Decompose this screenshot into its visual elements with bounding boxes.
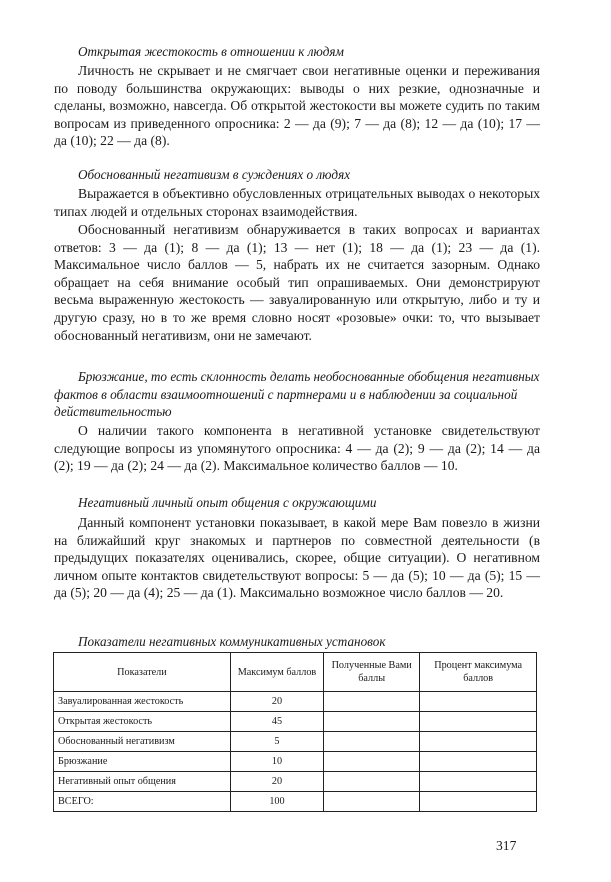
paragraph-negative-experience: Данный компонент установки показывает, в какой мере Вам повезло в жизни на ближайший круг знакомых и партнеров по совместной деятельности (в предыдущих показателях оценивались, скорее, общие ситуации). О негативном личном опыте контактов свидетельствуют вопросы: 5 — да (5); 10 — да (5); 15 — да (5); 20 — да (4); 25 — да (1). Максимально возможное число баллов — 20. — [54, 515, 540, 601]
row-obtained — [324, 712, 420, 732]
header-max-points: Максимум баллов — [230, 653, 323, 692]
row-max: 20 — [230, 772, 323, 792]
row-label: ВСЕГО: — [54, 792, 231, 812]
row-percent — [420, 732, 537, 752]
row-max: 5 — [230, 732, 323, 752]
row-label: Брюзжание — [54, 752, 231, 772]
row-percent — [420, 712, 537, 732]
row-obtained — [324, 772, 420, 792]
table-row — [54, 752, 537, 772]
row-max: 20 — [230, 692, 323, 712]
row-percent — [420, 772, 537, 792]
table-row — [54, 692, 537, 712]
row-max: 100 — [230, 792, 323, 812]
section-heading-grumbling: Брюзжание, то есть склонность делать необоснованные обобщения негативных фактов в области взаимоотношений с партнерами и в наблюдении за социальной действительностью — [54, 369, 540, 420]
paragraph-negativism-questions: Обоснованный негативизм обнаруживается в таких вопросах и вариантах ответов: 3 — да (1); 8 — да (1); 13 — нет (1); 18 — да (1); 23 — да (1). Максимальное число баллов — 5, набрать их не считается зазорным. Однако обращает на себя внимание особый тип опрашиваемых. Они демонстрируют весьма выраженную жестокость — завуалированную или открытую, либо и ту и другую сразу, но в то же время словно носят «розовые» очки: то, что вызывает обоснованный негативизм, они не замечают. — [54, 222, 540, 343]
section-heading-negative-experience: Негативный личный опыт общения с окружающими — [78, 495, 377, 510]
row-percent — [420, 692, 537, 712]
row-max: 10 — [230, 752, 323, 772]
row-obtained — [324, 752, 420, 772]
row-percent — [420, 792, 537, 812]
paragraph-open-cruelty: Личность не скрывает и не смягчает свои негативные оценки и переживания по поводу большинства окружающих: выводы о них резкие, однозначные и сделаны, возможно, навсегда. Об открытой жестокости вы можете судить по таким вопросам из приведенного опросника: 2 — да (9); 7 — да (8); 12 — да (10); 17 — да (10); 22 — да (8). — [54, 63, 540, 149]
row-label: Негативный опыт общения — [54, 772, 231, 792]
header-percent-max: Процент максимума баллов — [420, 653, 537, 692]
scores-table — [53, 652, 537, 812]
table-row — [54, 712, 537, 732]
row-percent — [420, 752, 537, 772]
paragraph-negativism-definition: Выражается в объективно обусловленных отрицательных выводах о некоторых типах людей и отдельных сторонах взаимодействия. — [54, 186, 540, 219]
paragraph-grumbling: О наличии такого компонента в негативной установке свидетельствуют следующие вопросы из упомянутого опросника: 4 — да (2); 9 — да (2); 14 — да (2); 19 — да (2); 24 — да (2). Максимальное количество баллов — 10. — [54, 423, 540, 474]
row-obtained — [324, 692, 420, 712]
table-header-row — [54, 653, 537, 692]
row-label: Завуалированная жестокость — [54, 692, 231, 712]
row-label: Открытая жестокость — [54, 712, 231, 732]
table-row — [54, 772, 537, 792]
section-heading-open-cruelty: Открытая жестокость в отношении к людям — [78, 44, 344, 59]
table-row — [54, 732, 537, 752]
header-your-points: Полученные Вами баллы — [324, 653, 420, 692]
section-heading-justified-negativism: Обоснованный негативизм в суждениях о людях — [78, 167, 351, 182]
table-caption: Показатели негативных коммуникативных установок — [78, 634, 386, 649]
row-label: Обоснованный негативизм — [54, 732, 231, 752]
row-max: 45 — [230, 712, 323, 732]
row-obtained — [324, 792, 420, 812]
row-obtained — [324, 732, 420, 752]
table-row-total — [54, 792, 537, 812]
page-number: 317 — [496, 838, 517, 853]
header-indicators: Показатели — [54, 653, 231, 692]
